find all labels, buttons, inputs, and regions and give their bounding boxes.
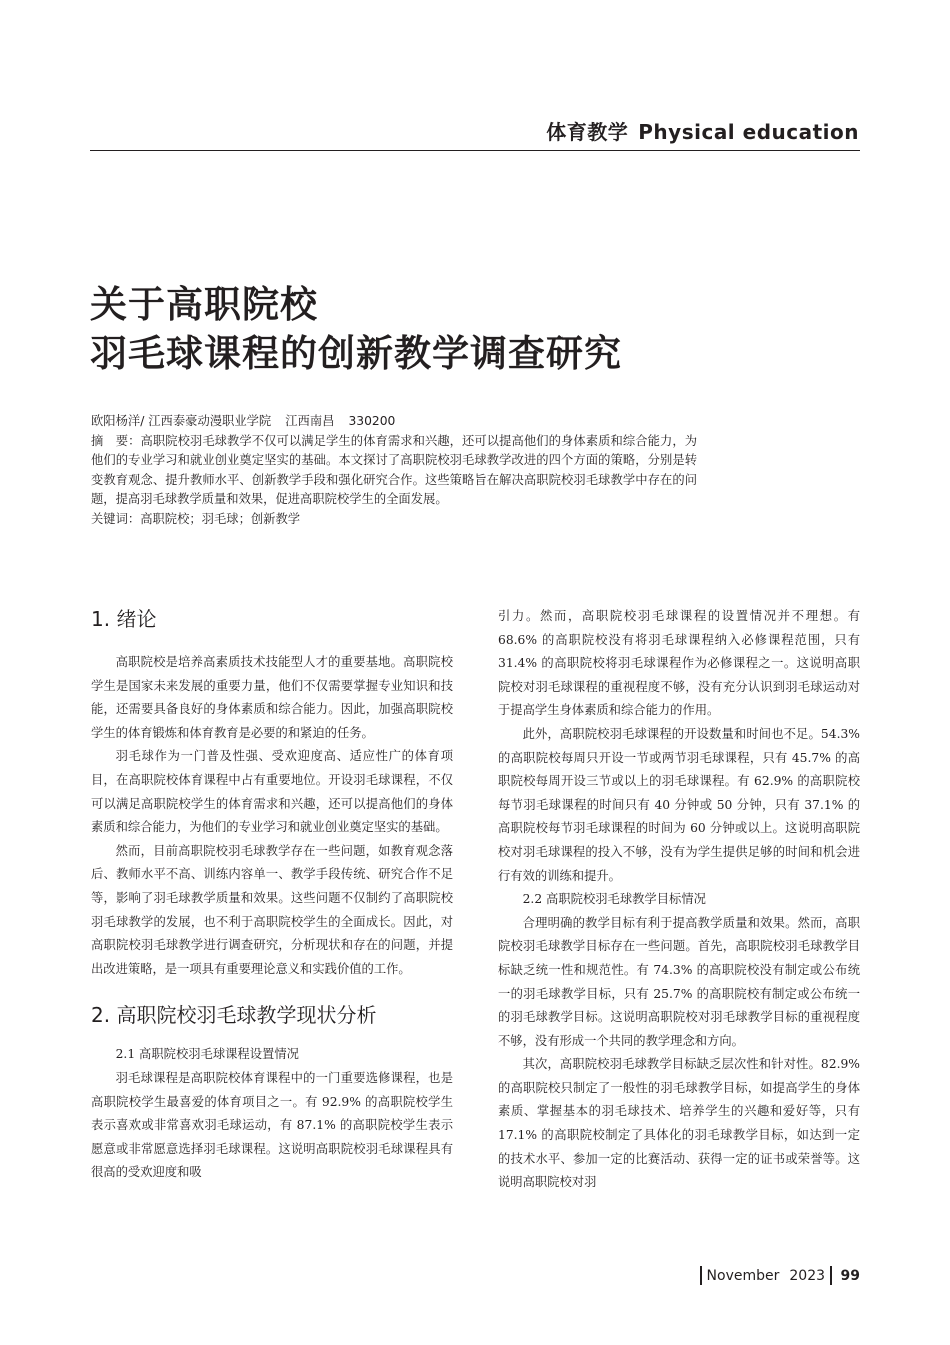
article-meta (91, 412, 697, 529)
footer-divider (830, 1266, 832, 1285)
paragraph: 合理明确的教学目标有利于提高教学质量和效果。然而，高职院校羽毛球教学目标存在一些问题。首先，高职院校羽毛球教学目标缺乏统一性和规范性。有 74.3% 的高职院校没有制定或公布统一的羽毛球教学目标，只有 25.7% 的高职院校有制定或公布统一的羽毛球教学目标。这说明高职院校对羽毛球教学目标的重视程度不够，没有形成一个共同的教学理念和方向。 (498, 915, 860, 1048)
paragraph: 此外，高职院校羽毛球课程的开设数量和时间也不足。54.3% 的高职院校每周只开设一节或两节羽毛球课程，只有 45.7% 的高职院校每周开设三节或以上的羽毛球课程。有 62.9% 的高职院校每节羽毛球课程的时间只有 40 分钟或 50 分钟，只有 37.1% 的高职院校每节羽毛球课程的时间为 60 分钟或以上。这说明高职院校对羽毛球课程的投入不够，没有为学生提供足够的时间和机会进行有效的训练和提升。 (498, 726, 860, 883)
title-line-1: 关于高职院校 (90, 282, 318, 326)
paragraph: 高职院校是培养高素质技术技能型人才的重要基地。高职院校学生是国家未来发展的重要力量，他们不仅需要掌握专业知识和技能，还需要具备良好的身体素质和综合能力。因此，加强高职院校学生的体育锻炼和体育教育是必要的和紧迫的任务。 (91, 655, 453, 740)
paragraph: 羽毛球课程是高职院校体育课程中的一门重要选修课程，也是高职院校学生最喜爱的体育项目之一。有 92.9% 的高职院校学生表示喜欢或非常喜欢羽毛球运动，有 87.1% 的高职院校学生表示愿意或非常愿意选择羽毛球课程。这说明高职院校羽毛球课程具有很高的受欢迎度和吸 (91, 1070, 453, 1180)
article-title (90, 280, 622, 378)
author-affiliation: / 江西泰豪动漫职业学院 (140, 414, 272, 428)
paragraph-continued: 引力。然而，高职院校羽毛球课程的设置情况并不理想。有 68.6% 的高职院校没有将羽毛球课程纳入必修课程范围，只有 31.4% 的高职院校将羽毛球课程作为必修课程之一。这说明高职院校对羽毛球课程的重视程度不够，没有充分认识到羽毛球运动对于提高学生身体素质和综合能力的作用。 (498, 609, 860, 718)
heading-introduction: 1. 绪论 (91, 607, 157, 631)
page-footer (695, 1266, 860, 1285)
page-number: 99 (840, 1267, 860, 1284)
author-postcode: 330200 (348, 414, 396, 428)
abstract: 摘 要：高职院校羽毛球教学不仅可以满足学生的体育需求和兴趣，还可以提高他们的身体素质和综合能力，为他们的专业学习和就业创业奠定坚实的基础。本文探讨了高职院校羽毛球教学改进的四个方面的策略，分别是转变教育观念、提升教师水平、创新教学手段和强化研究合作。这些策略旨在解决高职院校羽毛球教学中存在的问题，提高羽毛球教学质量和效果，促进高职院校学生的全面发展。 (91, 433, 697, 506)
section-label (546, 116, 859, 145)
left-column (91, 605, 453, 1185)
right-column (498, 605, 860, 1195)
keywords: 关键词：高职院校；羽毛球；创新教学 (91, 511, 301, 526)
paragraph: 其次，高职院校羽毛球教学目标缺乏层次性和针对性。82.9% 的高职院校只制定了一般性的羽毛球教学目标，如提高学生的身体素质、掌握基本的羽毛球技术、培养学生的兴趣和爱好等，只有 17.1% 的高职院校制定了具体化的羽毛球教学目标，如达到一定的技术水平、参加一定的比赛活动、获得一定的证书或荣誉等。这说明高职院校对羽 (498, 1057, 860, 1190)
footer-year: 2023 (789, 1267, 826, 1284)
heading-status-analysis: 2. 高职院校羽毛球教学现状分析 (91, 1003, 377, 1028)
title-line-2: 羽毛球课程的创新教学调查研究 (90, 331, 622, 375)
paragraph: 然而，目前高职院校羽毛球教学存在一些问题，如教育观念落后、教师水平不高、训练内容单一、教学手段传统、研究合作不足等，影响了羽毛球教学质量和效果。这些问题不仅制约了高职院校羽毛球教学的发展，也不利于高职院校学生的全面成长。因此，对高职院校羽毛球教学进行调查研究，分析现状和存在的问题，并提出改进策略，是一项具有重要理论意义和实践价值的工作。 (91, 843, 453, 976)
footer-month: November (706, 1267, 780, 1284)
section-label-en: Physical education (638, 120, 859, 144)
author-name: 欧阳杨洋 (91, 414, 141, 428)
footer-divider (700, 1266, 702, 1285)
subheading-course-setup: 2.1 高职院校羽毛球课程设置情况 (115, 1047, 299, 1062)
author-line (91, 412, 697, 432)
section-label-cn: 体育教学 (546, 120, 629, 144)
subheading-teaching-goals: 2.2 高职院校羽毛球教学目标情况 (522, 892, 706, 907)
paragraph: 羽毛球作为一门普及性强、受欢迎度高、适应性广的体育项目，在高职院校体育课程中占有重要地位。开设羽毛球课程，不仅可以满足高职院校学生的体育需求和兴趣，还可以提高他们的身体素质和综合能力，为他们的专业学习和就业创业奠定坚实的基础。 (91, 749, 453, 835)
author-location: 江西南昌 (285, 414, 335, 428)
header-rule (90, 150, 860, 151)
